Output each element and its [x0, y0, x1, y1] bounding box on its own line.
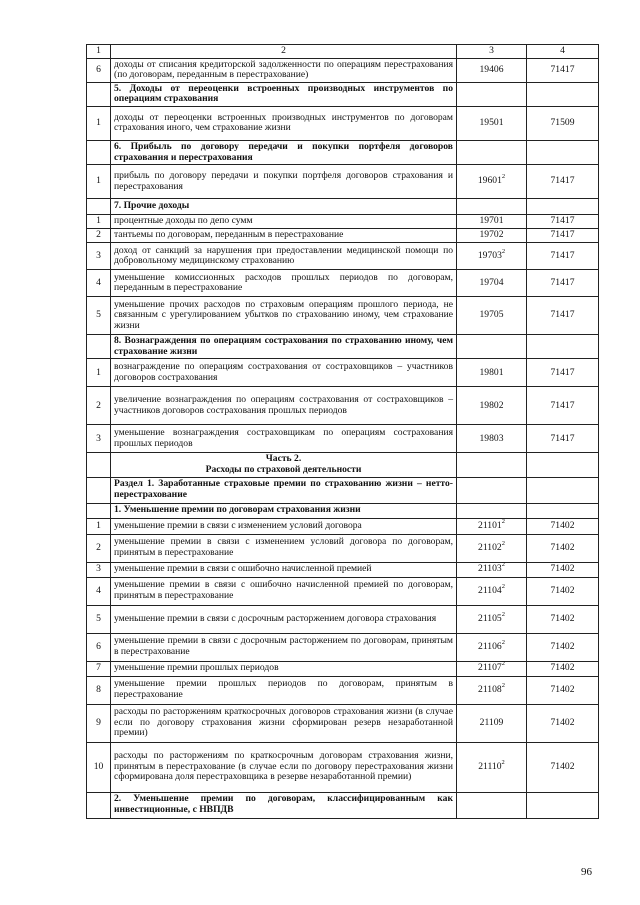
symbol-code-value: 19705 — [479, 309, 504, 321]
row-number: 3 — [87, 425, 111, 453]
symbol-code-value: 21105 — [478, 612, 502, 624]
item-description: уменьшение премии в связи с ошибочно начисленной премией по договорам, принятым в перестрахование — [111, 577, 457, 605]
row-number: 2 — [87, 534, 111, 562]
section-heading-row — [87, 503, 599, 518]
row-number: 1 — [87, 215, 111, 229]
symbol-code — [457, 503, 527, 518]
account-number — [527, 82, 599, 106]
table-row — [87, 742, 599, 792]
symbol-code — [457, 425, 527, 453]
ledger-table — [86, 44, 599, 819]
account-number — [527, 199, 599, 215]
item-description: уменьшение премии прошлых периодов по договорам, принятым в перестрахование — [111, 676, 457, 704]
symbol-code — [457, 577, 527, 605]
symbol-code — [457, 704, 527, 742]
symbol-code-value: 21103 — [478, 563, 502, 575]
account-number: 71402 — [527, 534, 599, 562]
account-number — [527, 503, 599, 518]
symbol-code — [457, 605, 527, 633]
item-description: доход от санкций за нарушения при предоставлении медицинской помощи по добровольному медицинскому страхованию — [111, 243, 457, 270]
row-number: 7 — [87, 661, 111, 676]
table-row — [87, 425, 599, 453]
account-number — [527, 792, 599, 818]
account-number: 71402 — [527, 633, 599, 661]
item-description: тантьемы по договорам, переданным в перестрахование — [111, 229, 457, 243]
footnote-marker: 2 — [501, 517, 505, 525]
table-row — [87, 229, 599, 243]
item-description: увеличение вознаграждения по операциям сострахования от состраховщиков – участников договоров сострахования прошлых периодов — [111, 387, 457, 425]
symbol-code — [457, 633, 527, 661]
table-row — [87, 270, 599, 297]
column-header-4: 4 — [527, 45, 599, 59]
row-number: 5 — [87, 605, 111, 633]
item-description: уменьшение комиссионных расходов прошлых периодов по договорам, переданным в перестрахование — [111, 270, 457, 297]
account-number: 71417 — [527, 165, 599, 199]
row-number: 2 — [87, 387, 111, 425]
account-number: 71402 — [527, 518, 599, 534]
row-number: 1 — [87, 165, 111, 199]
symbol-code — [457, 562, 527, 577]
section-title: 8. Вознаграждения по операциям сострахования по страхованию иному, чем страхование жизни — [111, 335, 457, 359]
item-description: вознаграждение по операциям сострахования от состраховщиков – участников договоров сострахования — [111, 359, 457, 387]
symbol-code — [457, 387, 527, 425]
table-row — [87, 661, 599, 676]
symbol-code-value: 19704 — [479, 276, 504, 288]
account-number: 71402 — [527, 742, 599, 792]
footnote-marker: 2 — [501, 539, 505, 547]
row-number — [87, 503, 111, 518]
section-heading-row — [87, 140, 599, 164]
section-heading-row — [87, 199, 599, 215]
symbol-code-value: 19701 — [479, 215, 504, 227]
symbol-code — [457, 82, 527, 106]
symbol-code — [457, 229, 527, 243]
item-description: уменьшение премии в связи с изменением условий договора по договорам, принятым в перестрахование — [111, 534, 457, 562]
symbol-code — [457, 676, 527, 704]
account-number: 71402 — [527, 704, 599, 742]
row-number: 8 — [87, 676, 111, 704]
item-description: уменьшение премии в связи с изменением условий договора — [111, 518, 457, 534]
footnote-marker: 2 — [501, 561, 505, 569]
account-number: 71402 — [527, 577, 599, 605]
symbol-code — [457, 661, 527, 676]
account-number: 71417 — [527, 229, 599, 243]
symbol-code-value: 21107 — [478, 662, 502, 674]
row-number — [87, 335, 111, 359]
row-number: 1 — [87, 359, 111, 387]
symbol-code — [457, 165, 527, 199]
symbol-code — [457, 106, 527, 140]
ledger-table-body — [87, 45, 599, 819]
symbol-code — [457, 453, 527, 477]
symbol-code — [457, 270, 527, 297]
symbol-code-value: 19406 — [479, 63, 504, 75]
account-number: 71417 — [527, 58, 599, 82]
symbol-code-value: 21104 — [478, 584, 502, 596]
footnote-marker: 2 — [501, 247, 506, 255]
symbol-code-value: 19802 — [479, 399, 504, 411]
table-row — [87, 676, 599, 704]
table-row — [87, 215, 599, 229]
section-heading-row — [87, 335, 599, 359]
symbol-code-value: 21101 — [478, 519, 502, 531]
row-number — [87, 453, 111, 477]
account-number: 71417 — [527, 243, 599, 270]
section-title: 2. Уменьшение премии по договорам, классифицированным как инвестиционные, с НВПДВ — [111, 792, 457, 818]
table-row — [87, 165, 599, 199]
footnote-marker: 2 — [501, 173, 506, 181]
account-number: 71417 — [527, 387, 599, 425]
account-number: 71417 — [527, 425, 599, 453]
item-description: уменьшение премии в связи с досрочным расторжением договора страхования — [111, 605, 457, 633]
table-row — [87, 577, 599, 605]
item-description: расходы по расторжениям по краткосрочным договорам страхования жизни, принятым в перестрахование (в случае если по договору перестрахования жизни сформирована доля перестраховщика в резерве незаработанной премии) — [111, 742, 457, 792]
row-number: 1 — [87, 106, 111, 140]
row-number: 3 — [87, 562, 111, 577]
account-number: 71417 — [527, 359, 599, 387]
table-row — [87, 387, 599, 425]
account-number — [527, 453, 599, 477]
table-row — [87, 243, 599, 270]
footnote-marker: 2 — [501, 758, 505, 766]
item-description: уменьшение прочих расходов по страховым операциям прошлого периода, не связанным с урегулированием убытков по страхованию иному, чем страхование жизни — [111, 297, 457, 335]
symbol-code — [457, 477, 527, 503]
symbol-code-value: 19702 — [479, 229, 504, 241]
symbol-code — [457, 215, 527, 229]
section-heading-row — [87, 82, 599, 106]
row-number: 4 — [87, 270, 111, 297]
table-row — [87, 106, 599, 140]
row-number — [87, 140, 111, 164]
item-description: уменьшение премии в связи с ошибочно начисленной премией — [111, 562, 457, 577]
footnote-marker: 2 — [501, 660, 505, 668]
row-number — [87, 477, 111, 503]
row-number: 6 — [87, 633, 111, 661]
table-header-row — [87, 45, 599, 59]
table-row — [87, 633, 599, 661]
page-number: 96 — [581, 866, 592, 878]
table-row — [87, 297, 599, 335]
item-description: доходы от переоценки встроенных производных инструментов по договорам страхования иного, чем страхование жизни — [111, 106, 457, 140]
column-header-3: 3 — [457, 45, 527, 59]
symbol-code — [457, 58, 527, 82]
symbol-code-value: 21102 — [478, 541, 502, 553]
symbol-code-value: 19501 — [479, 117, 504, 129]
table-row — [87, 605, 599, 633]
account-number: 71402 — [527, 562, 599, 577]
row-number — [87, 792, 111, 818]
symbol-code — [457, 243, 527, 270]
item-description: доходы от списания кредиторской задолженности по операциям перестрахования (по договорам, переданным в перестрахование) — [111, 58, 457, 82]
symbol-code — [457, 199, 527, 215]
footnote-marker: 2 — [501, 610, 505, 618]
section-title: 5. Доходы от переоценки встроенных производных инструментов по операциям страхования — [111, 82, 457, 106]
table-row — [87, 534, 599, 562]
symbol-code-value: 21110 — [478, 760, 502, 772]
symbol-code — [457, 297, 527, 335]
footnote-marker: 2 — [501, 638, 505, 646]
row-number: 1 — [87, 518, 111, 534]
column-header-2: 2 — [111, 45, 457, 59]
table-row — [87, 518, 599, 534]
account-number: 71417 — [527, 270, 599, 297]
symbol-code — [457, 359, 527, 387]
account-number: 71402 — [527, 676, 599, 704]
footnote-marker: 2 — [501, 582, 505, 590]
account-number — [527, 140, 599, 164]
symbol-code — [457, 518, 527, 534]
item-description: расходы по расторжениям краткосрочных договоров страхования жизни (в случае если по договору страхования жизни сформирован резерв незаработанной премии) — [111, 704, 457, 742]
symbol-code-value: 19703 — [477, 249, 502, 261]
item-description: уменьшение вознаграждения состраховщикам по операциям сострахования прошлых периодов — [111, 425, 457, 453]
row-number: 3 — [87, 243, 111, 270]
section-heading-row — [87, 792, 599, 818]
symbol-code-value: 21106 — [478, 640, 502, 652]
symbol-code-value: 21109 — [479, 716, 504, 728]
row-number: 4 — [87, 577, 111, 605]
row-number: 5 — [87, 297, 111, 335]
section-heading-row — [87, 477, 599, 503]
symbol-code-value: 21108 — [478, 683, 502, 695]
symbol-code — [457, 792, 527, 818]
item-description: прибыль по договору передачи и покупки портфеля договоров страхования и перестрахования — [111, 165, 457, 199]
column-header-1: 1 — [87, 45, 111, 59]
section-title: Раздел 1. Заработанные страховые премии по страхованию жизни – нетто-перестрахование — [111, 477, 457, 503]
account-number — [527, 335, 599, 359]
symbol-code-value: 19601 — [477, 175, 502, 187]
account-number: 71402 — [527, 605, 599, 633]
symbol-code — [457, 534, 527, 562]
row-number: 6 — [87, 58, 111, 82]
account-number: 71509 — [527, 106, 599, 140]
row-number: 2 — [87, 229, 111, 243]
row-number: 9 — [87, 704, 111, 742]
item-description: уменьшение премии прошлых периодов — [111, 661, 457, 676]
symbol-code-value: 19801 — [479, 366, 504, 378]
table-row — [87, 359, 599, 387]
section-title: 6. Прибыль по договору передачи и покупки портфеля договоров страхования и перестрахования — [111, 140, 457, 164]
account-number: 71402 — [527, 661, 599, 676]
section-title: Часть 2. Расходы по страховой деятельности — [111, 453, 457, 477]
symbol-code — [457, 140, 527, 164]
item-description: уменьшение премии в связи с досрочным расторжением по договорам, принятым в перестрахование — [111, 633, 457, 661]
item-description: процентные доходы по депо сумм — [111, 215, 457, 229]
row-number: 10 — [87, 742, 111, 792]
part-heading-row — [87, 453, 599, 477]
account-number: 71417 — [527, 215, 599, 229]
footnote-marker: 2 — [501, 681, 505, 689]
row-number — [87, 82, 111, 106]
section-title: 1. Уменьшение премии по договорам страхования жизни — [111, 503, 457, 518]
symbol-code — [457, 742, 527, 792]
section-title: 7. Прочие доходы — [111, 199, 457, 215]
table-row — [87, 704, 599, 742]
symbol-code-value: 19803 — [479, 432, 504, 444]
table-row — [87, 562, 599, 577]
table-row — [87, 58, 599, 82]
symbol-code — [457, 335, 527, 359]
account-number: 71417 — [527, 297, 599, 335]
row-number — [87, 199, 111, 215]
account-number — [527, 477, 599, 503]
